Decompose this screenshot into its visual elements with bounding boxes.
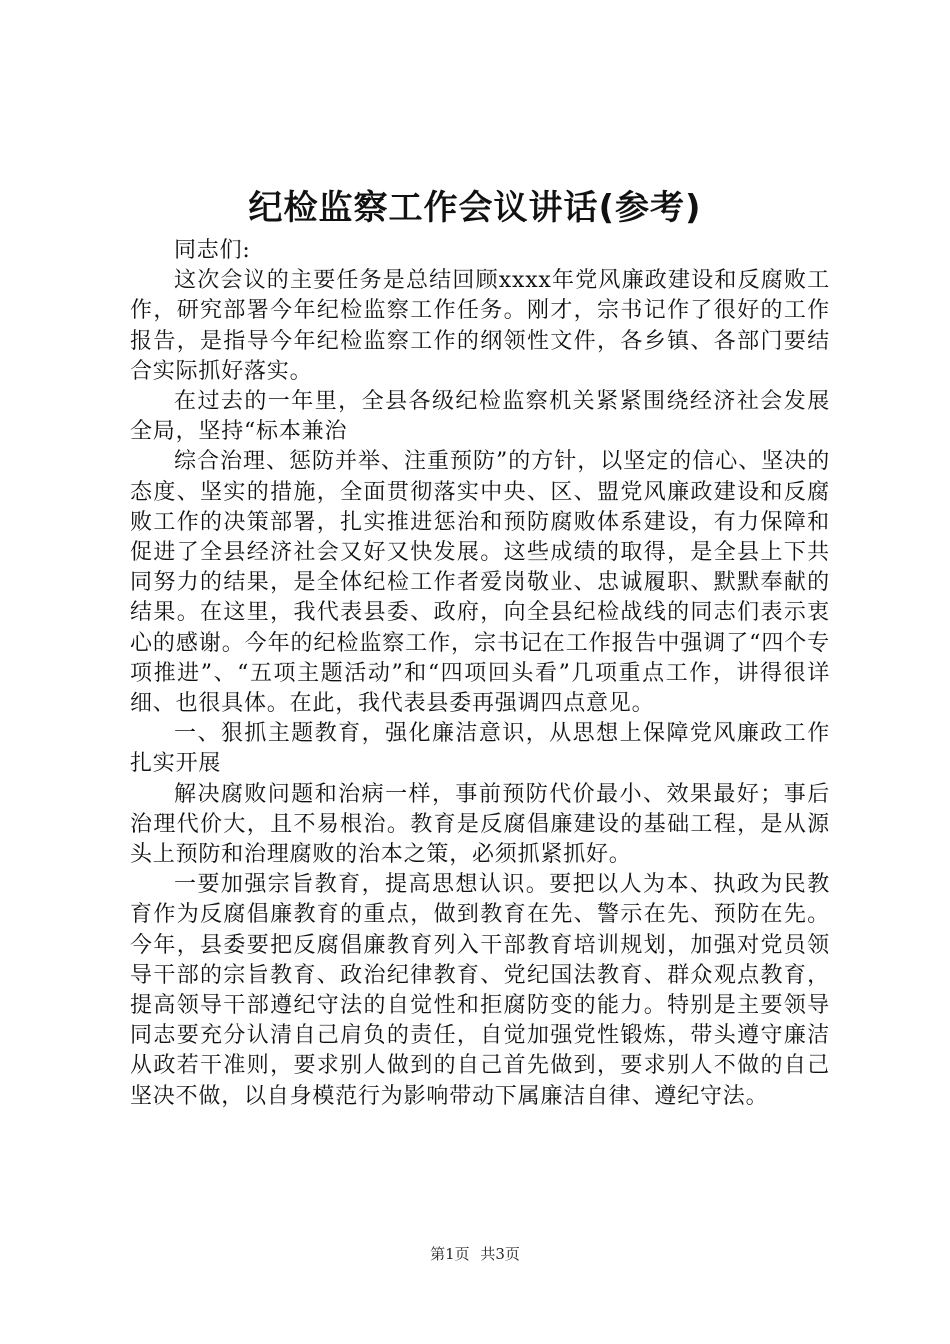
body-paragraph: 一要加强宗旨教育，提高思想认识。要把以人为本、执政为民教育作为反腐倡廉教育的重点，做到教育在先、警示在先、预防在先。今年，县委要把反腐倡廉教育列入干部教育培训规划，加强对党员领导干部的宗旨教育、政治纪律教育、党纪国法教育、群众观点教育，提高领导干部遵纪守法的自觉性和拒腐防变的能力。特别是主要领导同志要充分认清自己肩负的责任，自觉加强党性锻炼，带头遵守廉洁从政若干准则，要求别人做到的自己首先做到，要求别人不做的自己坚决不做，以自身模范行为影响带动下属廉洁自律、遵纪守法。 xyxy=(130,872,830,1109)
salutation-paragraph: 同志们: xyxy=(174,238,251,263)
body-paragraph: 解决腐败问题和治病一样，事前预防代价最小、效果最好；事后治理代价大，且不易根治。教育是反腐倡廉建设的基础工程，是从源头上预防和治理腐败的治本之策，必须抓紧抓好。 xyxy=(130,781,830,868)
body-paragraph: 在过去的一年里，全县各级纪检监察机关紧紧围绕经济社会发展全局，坚持“标本兼治 xyxy=(130,389,830,445)
page-footer xyxy=(0,1244,950,1264)
document-body xyxy=(130,236,830,1112)
page-total: 共3页 xyxy=(480,1245,520,1263)
document-title: 纪检监察工作会议讲话(参考) xyxy=(248,188,702,228)
page-number: 第1页 xyxy=(430,1245,470,1263)
body-paragraph: 综合治理、惩防并举、注重预防”的方针，以坚定的信心、坚决的态度、坚实的措施，全面贯彻落实中央、区、盟党风廉政建设和反腐败工作的决策部署，扎实推进惩治和预防腐败体系建设，有力保障和促进了全县经济社会又好又快发展。这些成绩的取得，是全县上下共同努力的结果，是全体纪检工作者爱岗敬业、忠诚履职、默默奉献的结果。在这里，我代表县委、政府，向全县纪检战线的同志们表示衷心的感谢。今年的纪检监察工作，宗书记在工作报告中强调了“四个专项推进”、“五项主题活动”和“四项回头看”几项重点工作，讲得很详细、也很具体。在此，我代表县委再强调四点意见。 xyxy=(130,449,830,717)
body-paragraph: 这次会议的主要任务是总结回顾xxxx年党风廉政建设和反腐败工作，研究部署今年纪检监察工作任务。刚才，宗书记作了很好的工作报告，是指导今年纪检监察工作的纲领性文件，各乡镇、各部门要结合实际抓好落实。 xyxy=(130,268,830,384)
section-heading: 一、狠抓主题教育，强化廉洁意识，从思想上保障党风廉政工作扎实开展 xyxy=(130,721,830,777)
